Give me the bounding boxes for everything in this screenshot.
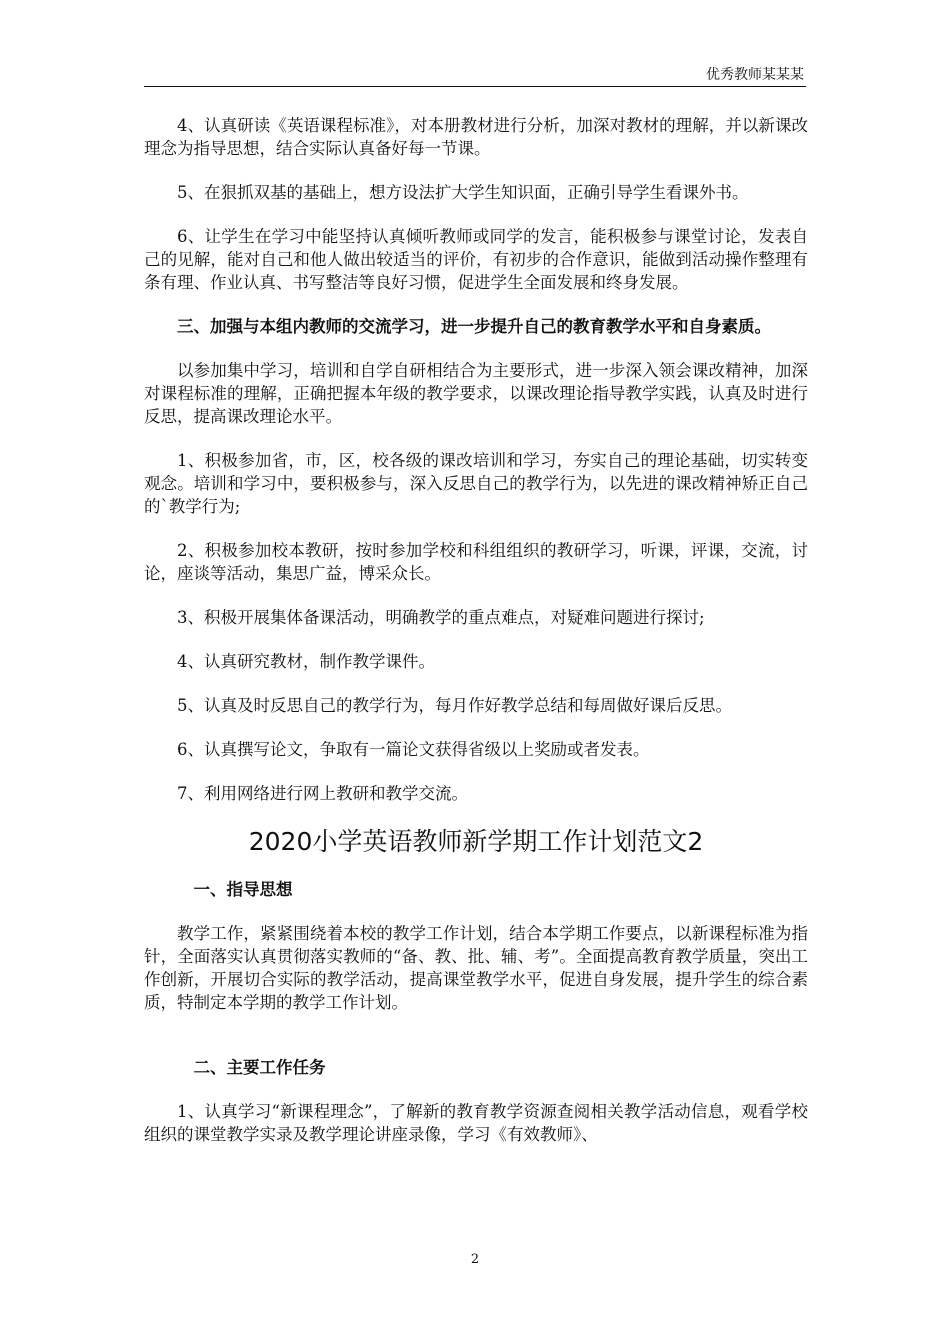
document-title: 2020小学英语教师新学期工作计划范文2 bbox=[248, 827, 704, 856]
paragraph: 5、在狠抓双基的基础上，想方设法扩大学生知识面，正确引导学生看课外书。 bbox=[177, 183, 749, 202]
paragraph: 4、认真研究教材，制作教学课件。 bbox=[177, 652, 435, 671]
section-heading: 一、指导思想 bbox=[193, 880, 293, 899]
paragraph: 以参加集中学习，培训和自学自研相结合为主要形式，进一步深入领会课改精神，加深对课程标准的理解，正确把握本年级的教学要求，以课改理论指导教学实践，认真及时进行反思，提高课改理论水平。 bbox=[144, 361, 808, 426]
paragraph: 1、认真学习“新课程理念”，了解新的教育教学资源查阅相关教学活动信息，观看学校组织的课堂教学实录及教学理论讲座录像，学习《有效教师》、 bbox=[144, 1102, 808, 1144]
section-heading: 三、加强与本组内教师的交流学习，进一步提升自己的教育教学水平和自身素质。 bbox=[177, 317, 771, 336]
header-rule bbox=[144, 86, 806, 87]
paragraph: 4、认真研读《英语课程标准》，对本册教材进行分析，加深对教材的理解，并以新课改理念为指导思想，结合实际认真备好每一节课。 bbox=[144, 116, 808, 158]
document-body bbox=[144, 114, 808, 1167]
header-title: 优秀教师某某某 bbox=[706, 67, 804, 83]
paragraph: 6、让学生在学习中能坚持认真倾听教师或同学的发言，能积极参与课堂讨论，发表自己的见解，能对自己和他人做出较适当的评价，有初步的合作意识，能做到活动操作整理有条有理、作业认真、书写整洁等良好习惯，促进学生全面发展和终身发展。 bbox=[144, 227, 808, 292]
paragraph: 2、积极参加校本教研，按时参加学校和科组组织的教研学习，听课，评课，交流，讨论，座谈等活动，集思广益，博采众长。 bbox=[144, 541, 808, 583]
page-number: 2 bbox=[470, 1252, 480, 1267]
section-heading: 二、主要工作任务 bbox=[193, 1058, 326, 1077]
paragraph: 7、利用网络进行网上教研和教学交流。 bbox=[177, 784, 468, 803]
paragraph: 3、积极开展集体备课活动，明确教学的重点难点，对疑难问题进行探讨; bbox=[177, 608, 705, 627]
paragraph: 1、积极参加省，市，区，校各级的课改培训和学习，夯实自己的理论基础，切实转变观念。培训和学习中，要积极参与，深入反思自己的教学行为，以先进的课改精神矫正自己的`教学行为; bbox=[144, 451, 808, 516]
paragraph: 5、认真及时反思自己的教学行为，每月作好教学总结和每周做好课后反思。 bbox=[177, 696, 732, 715]
spacer bbox=[144, 1035, 808, 1056]
paragraph: 教学工作，紧紧围绕着本校的教学工作计划，结合本学期工作要点，以新课程标准为指针，全面落实认真贯彻落实教师的“备、教、批、辅、考”。全面提高教育教学质量，突出工作创新，开展切合实际的教学活动，提高课堂教学水平，促进自身发展，提升学生的综合素质，特制定本学期的教学工作计划。 bbox=[144, 924, 808, 1012]
paragraph: 6、认真撰写论文，争取有一篇论文获得省级以上奖励或者发表。 bbox=[177, 740, 650, 759]
